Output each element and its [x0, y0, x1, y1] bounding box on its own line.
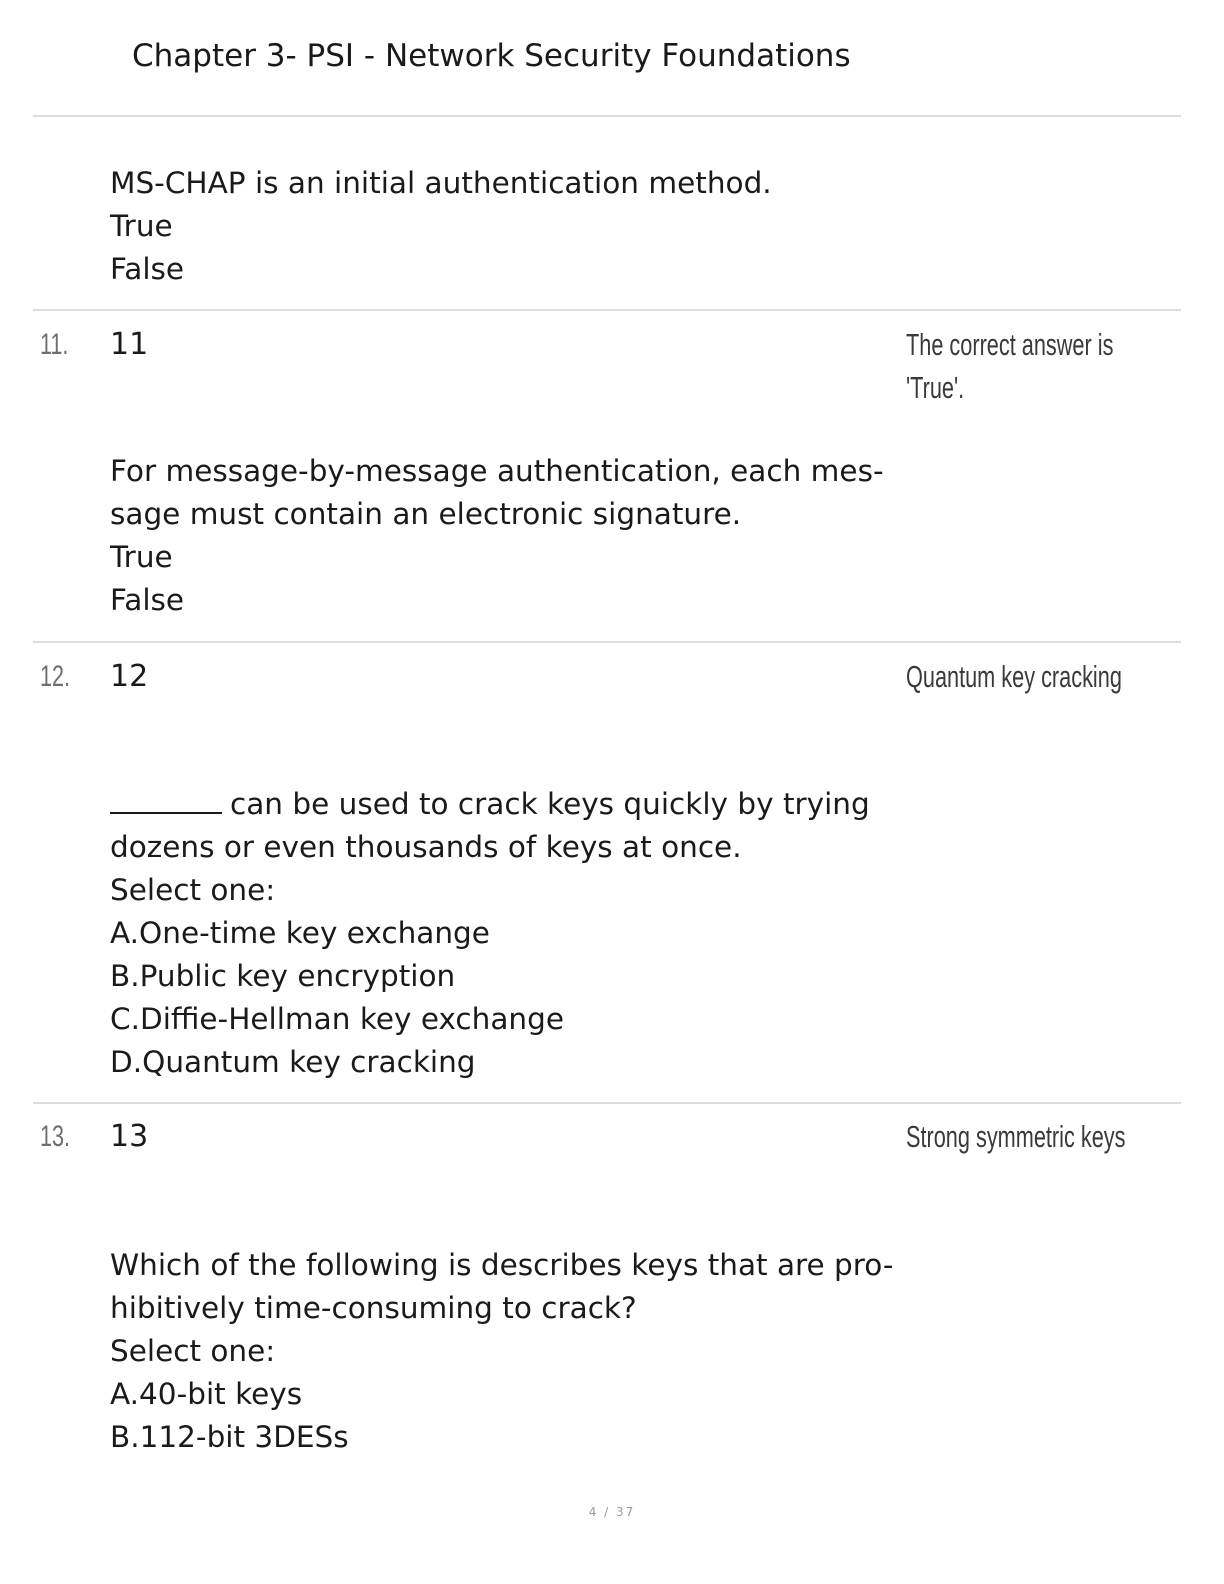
answer-line: Strong symmetric keys — [906, 1119, 1126, 1154]
option-text: A.40-bit keys — [110, 1377, 303, 1411]
question-number: 12. — [40, 660, 71, 693]
divider — [33, 115, 1181, 117]
answer-text — [906, 323, 1113, 409]
option-text: D.Quantum key cracking — [110, 1045, 476, 1079]
page-title: Chapter 3- PSI - Network Security Foundations — [132, 38, 851, 74]
question-block — [110, 1244, 910, 1459]
fill-in-blank — [110, 784, 222, 814]
option-text: B.112-bit 3DESs — [110, 1420, 349, 1454]
select-label: Select one: — [110, 1334, 276, 1368]
divider — [33, 641, 1181, 643]
option-text: False — [110, 252, 185, 286]
option-text: False — [110, 583, 185, 617]
divider — [33, 1102, 1181, 1104]
answer-line: Quantum key cracking — [906, 659, 1122, 694]
question-number: 11. — [40, 328, 69, 361]
option-text: True — [110, 209, 173, 243]
question-text: Which of the following is describes keys that are pro- — [110, 1248, 894, 1282]
select-label: Select one: — [110, 873, 276, 907]
option-text: C.Diffie-Hellman key exchange — [110, 1002, 564, 1036]
question-id: 12 — [110, 659, 149, 694]
question-text: sage must contain an electronic signature. — [110, 497, 742, 531]
option-text: A.One-time key exchange — [110, 916, 490, 950]
question-text: dozens or even thousands of keys at once. — [110, 830, 742, 864]
question-text: MS-CHAP is an initial authentication method. — [110, 166, 772, 200]
answer-text — [906, 655, 1122, 698]
question-block — [110, 162, 910, 291]
answer-line: 'True'. — [906, 370, 965, 405]
question-text: hibitively time-consuming to crack? — [110, 1291, 637, 1325]
answer-text — [906, 1115, 1125, 1158]
question-block — [110, 783, 910, 1084]
question-block — [110, 450, 910, 622]
question-id: 11 — [110, 327, 149, 362]
question-text: can be used to crack keys quickly by trying — [230, 787, 870, 821]
divider — [33, 309, 1181, 311]
question-id: 13 — [110, 1119, 149, 1154]
page-number: 4 / 37 — [588, 1505, 636, 1519]
answer-line: The correct answer is — [906, 327, 1114, 362]
option-text: True — [110, 540, 173, 574]
option-text: B.Public key encryption — [110, 959, 456, 993]
question-text-line — [110, 783, 910, 826]
question-number: 13. — [40, 1120, 71, 1153]
question-text: For message-by-message authentication, each mes- — [110, 454, 884, 488]
